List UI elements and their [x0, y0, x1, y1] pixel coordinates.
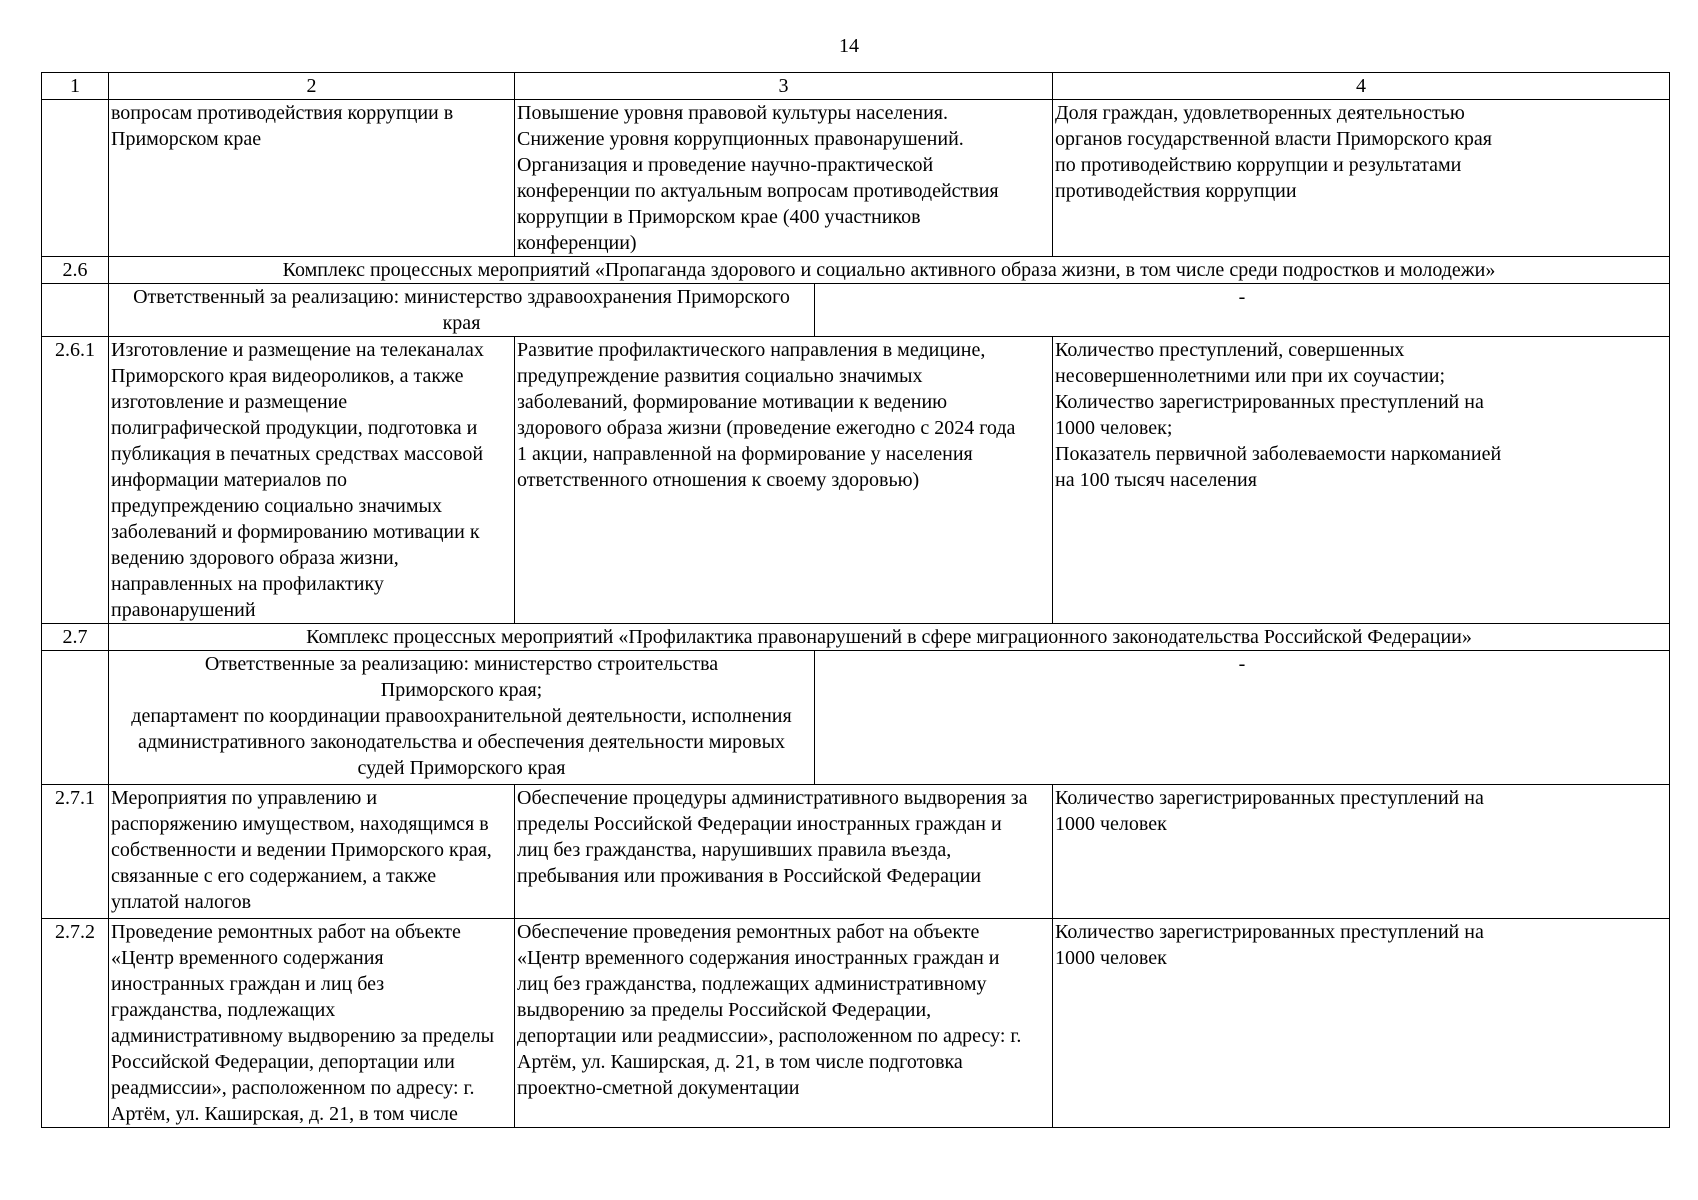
- text-line: судей Приморского края: [357, 757, 566, 779]
- responsible-dash: -: [815, 284, 1670, 337]
- text-line: выдворению за пределы Российской Федерации,: [517, 999, 932, 1021]
- page-number: 14: [839, 35, 859, 57]
- text-line: Количество зарегистрированных преступлений на: [1055, 391, 1484, 413]
- table-row-2-7-1: [42, 785, 1670, 919]
- text-line: Количество зарегистрированных преступлений на: [1055, 921, 1484, 943]
- text-line: информации материалов по: [111, 469, 347, 491]
- text-line: Ответственный за реализацию: министерство здравоохранения Приморского: [133, 286, 790, 308]
- text-line: заболеваний и формированию мотивации к: [111, 521, 480, 543]
- text-line: Обеспечение проведения ремонтных работ на объекте: [517, 921, 980, 943]
- text-line: гражданства, подлежащих: [111, 999, 336, 1021]
- text-line: «Центр временного содержания: [111, 947, 384, 969]
- text-line: предупреждению социально значимых: [111, 495, 442, 517]
- text-line: Количество преступлений, совершенных: [1055, 339, 1405, 361]
- table-row-2-6-1: [42, 337, 1670, 624]
- activities-table: [41, 72, 1670, 1128]
- indicator-cell: [1053, 919, 1670, 1128]
- text-line: здорового образа жизни (проведение ежегодно с 2024 года: [517, 417, 1016, 439]
- text-line: реадмиссии», расположенном по адресу: г.: [111, 1077, 475, 1099]
- column-header-3: 3: [515, 73, 1053, 100]
- section-number: 2.6: [42, 257, 109, 284]
- indicator-cell: [1053, 100, 1670, 257]
- text-line: Приморском крае: [111, 128, 262, 150]
- result-cell: [515, 100, 1053, 257]
- text-line: Изготовление и размещение на телеканалах: [111, 339, 484, 361]
- responsible-row-2-6: [42, 284, 1670, 337]
- section-row-2-7: [42, 624, 1670, 651]
- result-cell: [515, 785, 1053, 919]
- text-line: 1000 человек: [1055, 813, 1167, 835]
- text-line: проектно-сметной документации: [517, 1077, 800, 1099]
- text-line: пребывания или проживания в Российской Федерации: [517, 865, 982, 887]
- text-line: вопросам противодействия коррупции в: [111, 102, 454, 124]
- section-number: 2.7: [42, 624, 109, 651]
- text-line: Российской Федерации, депортации или: [111, 1051, 455, 1073]
- text-line: ведению здорового образа жизни,: [111, 547, 399, 569]
- row-number: [42, 284, 109, 337]
- text-line: Повышение уровня правовой культуры населения.: [517, 102, 948, 124]
- row-number: 2.7.2: [42, 919, 109, 1128]
- row-number: 2.6.1: [42, 337, 109, 624]
- text-line: коррупции в Приморском крае (400 участников: [517, 206, 921, 228]
- responsible-text: [109, 284, 815, 337]
- text-line: Обеспечение процедуры административного выдворения за: [517, 787, 1028, 809]
- table-row: [42, 100, 1670, 257]
- row-number: [42, 651, 109, 785]
- responsible-text: [109, 651, 815, 785]
- text-line: Приморского края видеороликов, а также: [111, 365, 464, 387]
- text-line: пределы Российской Федерации иностранных граждан и: [517, 813, 1002, 835]
- text-line: Артём, ул. Каширская, д. 21, в том числе подготовка: [517, 1051, 963, 1073]
- text-line: противодействия коррупции: [1055, 180, 1297, 202]
- text-line: Артём, ул. Каширская, д. 21, в том числе: [111, 1103, 458, 1125]
- text-line: Мероприятия по управлению и: [111, 787, 378, 809]
- result-cell: [515, 919, 1053, 1128]
- section-row-2-6: [42, 257, 1670, 284]
- text-line: 1 акции, направленной на формирование у населения: [517, 443, 973, 465]
- text-line: связанные с его содержанием, а также: [111, 865, 437, 887]
- text-line: конференции): [517, 232, 637, 254]
- text-line: края: [442, 312, 481, 334]
- section-title: Комплекс процессных мероприятий «Пропаганда здорового и социально активного образа жизни, в том числе среди подростков и молодежи»: [109, 257, 1670, 284]
- text-line: публикация в печатных средствах массовой: [111, 443, 484, 465]
- activity-cell: [109, 100, 515, 257]
- row-number: [42, 100, 109, 257]
- text-line: Ответственные за реализацию: министерство строительства: [204, 653, 719, 675]
- table-row-2-7-2: [42, 919, 1670, 1128]
- text-line: ответственного отношения к своему здоровью): [517, 469, 920, 491]
- text-line: направленных на профилактику: [111, 573, 384, 595]
- text-line: депортации или реадмиссии», расположенном по адресу: г.: [517, 1025, 1022, 1047]
- responsible-row-2-7: [42, 651, 1670, 785]
- text-line: Показатель первичной заболеваемости наркоманией: [1055, 443, 1502, 465]
- text-line: собственности и ведении Приморского края,: [111, 839, 492, 861]
- text-line: по противодействию коррупции и результатами: [1055, 154, 1462, 176]
- text-line: «Центр временного содержания иностранных граждан и: [517, 947, 1000, 969]
- text-line: на 100 тысяч населения: [1055, 469, 1257, 491]
- text-line: 1000 человек: [1055, 947, 1167, 969]
- text-line: лиц без гражданства, подлежащих административному: [517, 973, 987, 995]
- text-line: распоряжению имуществом, находящимся в: [111, 813, 489, 835]
- text-line: изготовление и размещение: [111, 391, 348, 413]
- activity-cell: [109, 337, 515, 624]
- text-line: заболеваний, формирование мотивации к ведению: [517, 391, 948, 413]
- text-line: уплатой налогов: [111, 891, 252, 913]
- text-line: департамент по координации правоохранительной деятельности, исполнения: [131, 705, 792, 727]
- activity-cell: [109, 919, 515, 1128]
- section-title: Комплекс процессных мероприятий «Профилактика правонарушений в сфере миграционного законодательства Российской Федерации»: [109, 624, 1670, 651]
- text-line: полиграфической продукции, подготовка и: [111, 417, 478, 439]
- text-line: правонарушений: [111, 599, 256, 621]
- text-line: 1000 человек;: [1055, 417, 1173, 439]
- text-line: несовершеннолетними или при их соучастии;: [1055, 365, 1446, 387]
- text-line: лиц без гражданства, нарушивших правила въезда,: [517, 839, 952, 861]
- text-line: иностранных граждан и лиц без: [111, 973, 385, 995]
- activity-cell: [109, 785, 515, 919]
- text-line: конференции по актуальным вопросам противодействия: [517, 180, 999, 202]
- column-header-2: 2: [109, 73, 515, 100]
- row-number: 2.7.1: [42, 785, 109, 919]
- text-line: Развитие профилактического направления в медицине,: [517, 339, 986, 361]
- indicator-cell: [1053, 785, 1670, 919]
- result-cell: [515, 337, 1053, 624]
- text-line: административного законодательства и обеспечения деятельности мировых: [137, 731, 786, 753]
- text-line: Количество зарегистрированных преступлений на: [1055, 787, 1484, 809]
- table-header-row: [42, 73, 1670, 100]
- responsible-dash: -: [815, 651, 1670, 785]
- text-line: административному выдворению за пределы: [111, 1025, 495, 1047]
- text-line: Проведение ремонтных работ на объекте: [111, 921, 461, 943]
- column-header-1: 1: [42, 73, 109, 100]
- text-line: предупреждение развития социально значимых: [517, 365, 923, 387]
- text-line: Снижение уровня коррупционных правонарушений.: [517, 128, 964, 150]
- column-header-4: 4: [1053, 73, 1670, 100]
- text-line: Приморского края;: [380, 679, 543, 701]
- text-line: Организация и проведение научно-практической: [517, 154, 934, 176]
- text-line: Доля граждан, удовлетворенных деятельностью: [1055, 102, 1465, 124]
- indicator-cell: [1053, 337, 1670, 624]
- text-line: органов государственной власти Приморского края: [1055, 128, 1493, 150]
